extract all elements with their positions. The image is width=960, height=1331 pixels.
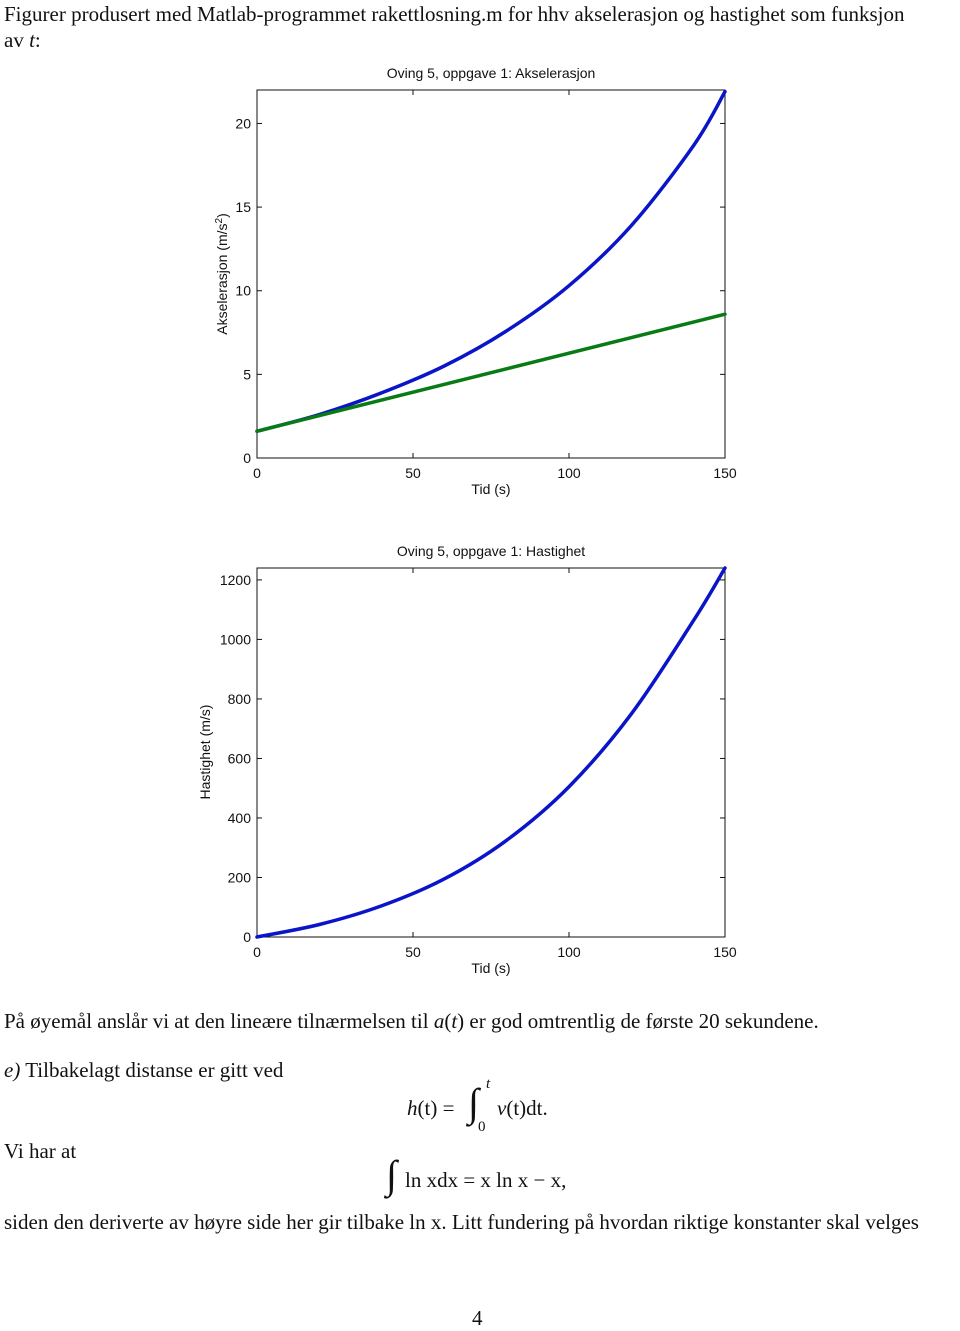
- integral-lower-limit: 0: [478, 1119, 486, 1135]
- x-tick-label: 0: [253, 465, 261, 481]
- x-tick-label: 150: [713, 465, 737, 481]
- x-tick-label: 50: [405, 944, 421, 960]
- paragraph-1: På øyemål anslår vi at den lineære tilnærmelsen til a(t) er god omtrentlig de første 20 sekundene.: [4, 1009, 819, 1033]
- page-number: 4: [472, 1306, 483, 1330]
- last-line: siden den deriverte av høyre side her gir tilbake ln x. Litt fundering på hvordan riktige konstanter skal velges: [4, 1210, 919, 1234]
- chart-title: Oving 5, oppgave 1: Hastighet: [396, 543, 586, 559]
- equation-2: ln xdx = x ln x − x,: [405, 1168, 567, 1192]
- integral-upper-limit: t: [486, 1076, 491, 1092]
- y-tick-label: 800: [227, 690, 251, 707]
- equation-1-lhs: h(t) =: [407, 1096, 455, 1120]
- y-axis-label: Hastighet (m/s): [197, 704, 213, 800]
- x-axis-label: Tid (s): [471, 960, 511, 976]
- series-line-1: [257, 568, 725, 937]
- x-tick-label: 50: [405, 465, 421, 481]
- x-axis-label: Tid (s): [471, 481, 511, 497]
- vi-har-at: Vi har at: [4, 1139, 77, 1163]
- chart-frame: [257, 568, 725, 937]
- y-tick-label: 0: [243, 929, 251, 945]
- y-tick-label: 20: [235, 115, 251, 132]
- y-axis-label: Akselerasjon $(m/s^2)$: [214, 213, 230, 335]
- integral-sign-2: ∫: [386, 1152, 397, 1197]
- x-tick-label: 150: [713, 944, 737, 960]
- x-tick-label: 100: [557, 465, 581, 481]
- equation-1-rhs: v(t)dt.: [497, 1096, 548, 1120]
- y-tick-label: 10: [235, 282, 251, 299]
- chart-title: Oving 5, oppgave 1: Akselerasjon: [386, 65, 596, 81]
- intro-line-1: Figurer produsert med Matlab-programmet rakettlosning.m for hhv akselerasjon og hastighet som funksjon: [4, 2, 905, 26]
- part-e-heading: e) Tilbakelagt distanse er gitt ved: [4, 1058, 284, 1082]
- y-tick-label: 5: [243, 366, 251, 383]
- intro-line-2: av t:: [4, 28, 41, 52]
- y-tick-label: 1000: [219, 631, 251, 648]
- y-tick-label: 400: [227, 809, 251, 826]
- y-tick-label: 200: [227, 869, 251, 886]
- y-tick-label: 0: [243, 450, 251, 466]
- x-tick-label: 100: [557, 944, 581, 960]
- integral-sign-1: ∫: [468, 1080, 479, 1125]
- x-tick-label: 0: [253, 944, 261, 960]
- y-tick-label: 600: [227, 750, 251, 767]
- y-tick-label: 15: [235, 199, 251, 216]
- y-tick-label: 1200: [219, 571, 251, 588]
